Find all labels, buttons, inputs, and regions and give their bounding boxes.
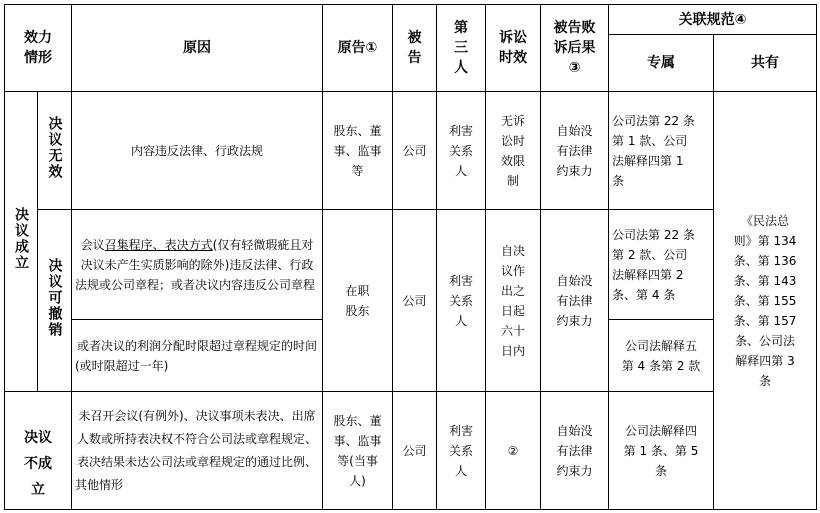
row-revocable-label: 决议可撤销 bbox=[46, 257, 63, 338]
row-void-limitation: 无诉 讼时 效限 制 bbox=[486, 92, 541, 210]
row-not-established-plaintiff: 股东、董 事、监事 等(当事 人) bbox=[323, 392, 393, 510]
row-revocable-reason-a bbox=[72, 210, 323, 320]
row-void-label-cell bbox=[38, 92, 72, 210]
row-void-label: 决议无效 bbox=[46, 115, 63, 180]
row-void-exclusive-norms: 公司法第 22 条 第 1 款、公司 法解释四第 1 条 bbox=[609, 92, 714, 210]
reason-a-part1: 会议 bbox=[80, 237, 105, 252]
common-norms: 《民法总 则》第 134 条、第 136 条、第 143 条、第 155 条、第 157 条、公司法 解释四第 3 条 bbox=[714, 92, 817, 510]
row-void-defendant: 公司 bbox=[393, 92, 437, 210]
row-void-plaintiff: 股东、董 事、监事 等 bbox=[323, 92, 393, 210]
row-not-established-defendant: 公司 bbox=[393, 392, 437, 510]
header-limitation: 诉讼 时效 bbox=[486, 5, 541, 92]
header-exclusive: 专属 bbox=[609, 35, 714, 92]
row-revocable-plaintiff: 在职 股东 bbox=[323, 210, 393, 392]
row-revocable-exclusive-norms-a: 公司法第 22 条 第 2 款、公司 法解释四第 2 条、第 4 条 bbox=[609, 210, 714, 320]
group-not-established bbox=[5, 392, 72, 510]
row-revocable-consequence: 自始没 有法律 约束力 bbox=[541, 210, 609, 392]
row-void-reason: 内容违反法律、行政法规 bbox=[72, 92, 323, 210]
header-related-norms: 关联规范④ bbox=[609, 5, 817, 35]
header-third-party: 第 三 人 bbox=[437, 5, 486, 92]
row-not-established-consequence: 自始没 有法律 约束力 bbox=[541, 392, 609, 510]
row-not-established-exclusive-norms: 公司法解释四 第 1 条、第 5 条 bbox=[609, 392, 714, 510]
row-void-third-party: 利害 关系 人 bbox=[437, 92, 486, 210]
header-reason: 原因 bbox=[72, 5, 323, 92]
row-not-established-reason: 未召开会议(有例外)、决议事项未表决、出席人数或所持表决权不符合公司法或章程规定、表决结果未达公司法或章程规定的通过比例、其他情形 bbox=[72, 392, 323, 510]
header-effect-situation: 效力 情形 bbox=[5, 5, 72, 92]
row-revocable-third-party: 利害 关系 人 bbox=[437, 210, 486, 392]
row-void-consequence: 自始没 有法律 约束力 bbox=[541, 92, 609, 210]
group-not-established-label: 决议 不成 立 bbox=[24, 429, 52, 498]
reason-a-underlined: 召集程序、表决方式 bbox=[104, 237, 213, 252]
row-revocable-limitation: 自决 议作 出之 日起 六十 日内 bbox=[486, 210, 541, 392]
row-not-established-third-party: 利害 关系 人 bbox=[437, 392, 486, 510]
row-revocable-label-cell bbox=[38, 210, 72, 392]
header-plaintiff: 原告① bbox=[323, 5, 393, 92]
row-not-established-limitation: ② bbox=[486, 392, 541, 510]
row-revocable-exclusive-norms-b: 公司法解释五 第 4 条第 2 款 bbox=[609, 320, 714, 392]
group-established bbox=[5, 92, 38, 392]
header-common: 共有 bbox=[714, 35, 817, 92]
header-defendant: 被 告 bbox=[393, 5, 437, 92]
legal-norms-table bbox=[4, 4, 817, 510]
reason-a-part3: (仅有轻微瑕疵且对决议未产生实质影响的除外)违反法律、行政法规或公司章程；或者决议内容违反公司章程 bbox=[75, 237, 316, 292]
row-revocable-defendant: 公司 bbox=[393, 210, 437, 392]
group-established-label: 决议成立 bbox=[13, 206, 29, 271]
header-consequence: 被告败 诉后果 ③ bbox=[541, 5, 609, 92]
row-revocable-reason-b: 或者决议的利润分配时限超过章程规定的时间(或时限超过一年) bbox=[72, 320, 323, 392]
